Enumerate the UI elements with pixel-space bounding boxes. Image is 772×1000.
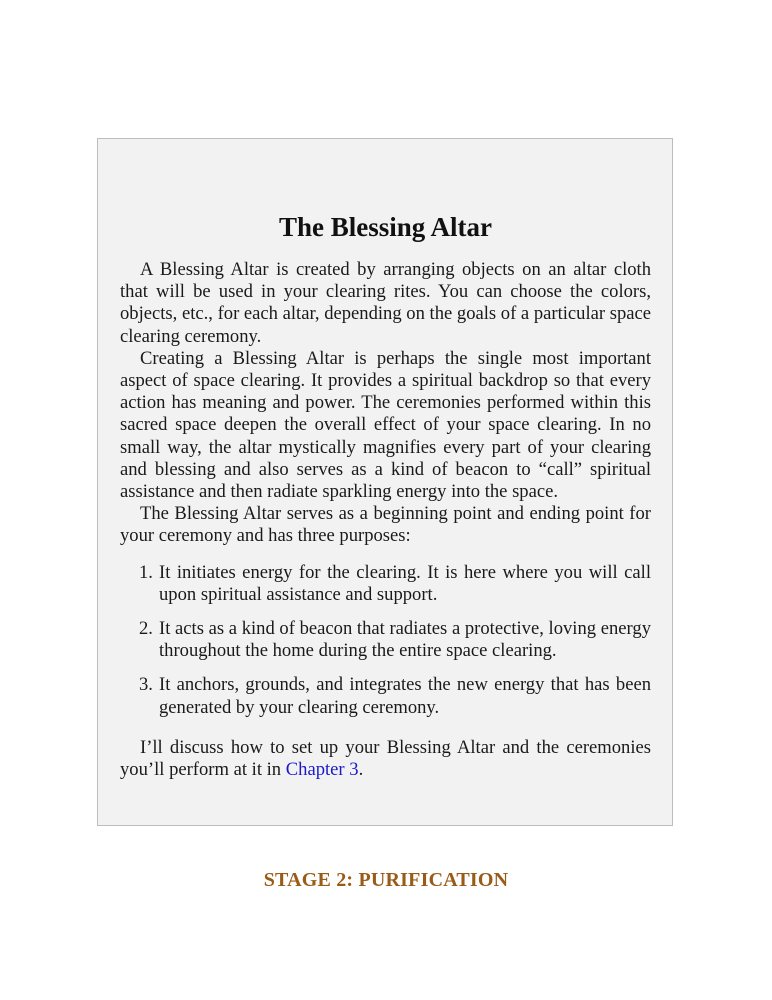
list-item	[120, 562, 651, 606]
list-item-number: 2.	[139, 618, 153, 640]
paragraph-closing	[120, 737, 651, 781]
list-item	[120, 618, 651, 662]
paragraph-purposes-intro: The Blessing Altar serves as a beginning point and ending point for your ceremony and has three purposes:	[120, 503, 651, 547]
list-item-text: It anchors, grounds, and integrates the new energy that has been generated by your clearing ceremony.	[159, 674, 651, 718]
purposes-list	[120, 562, 651, 719]
paragraph-importance: Creating a Blessing Altar is perhaps the single most important aspect of space clearing. It provides a spiritual backdrop so that every action has meaning and power. The ceremonies performed within this sacred space deepen the overall effect of your space clearing. In no small way, the altar mystically magnifies every part of your clearing and blessing and also serves as a kind of beacon to “call” spiritual assistance and then radiate sparkling energy into the space.	[120, 347, 651, 503]
list-item-text: It initiates energy for the clearing. It is here where you will call upon spiritual assistance and support.	[159, 561, 651, 605]
list-item-text: It acts as a kind of beacon that radiates a protective, loving energy throughout the home during the entire space clearing.	[159, 618, 651, 662]
list-item	[120, 674, 651, 718]
list-item-number: 3.	[139, 674, 153, 696]
sidebar-title: The Blessing Altar	[278, 212, 493, 242]
list-item-number: 1.	[139, 561, 153, 583]
closing-period: .	[358, 759, 364, 781]
blessing-altar-sidebar	[97, 138, 673, 826]
stage-heading: STAGE 2: PURIFICATION	[263, 869, 509, 891]
chapter-3-link[interactable]: Chapter 3	[285, 759, 359, 781]
paragraph-intro: A Blessing Altar is created by arranging objects on an altar cloth that will be used in your clearing rites. You can choose the colors, objects, etc., for each altar, depending on the goals of a particular space clearing ceremony.	[120, 259, 652, 347]
closing-text: I’ll discuss how to set up your Blessing Altar and the ceremonies you’ll perform at it in	[120, 736, 651, 781]
